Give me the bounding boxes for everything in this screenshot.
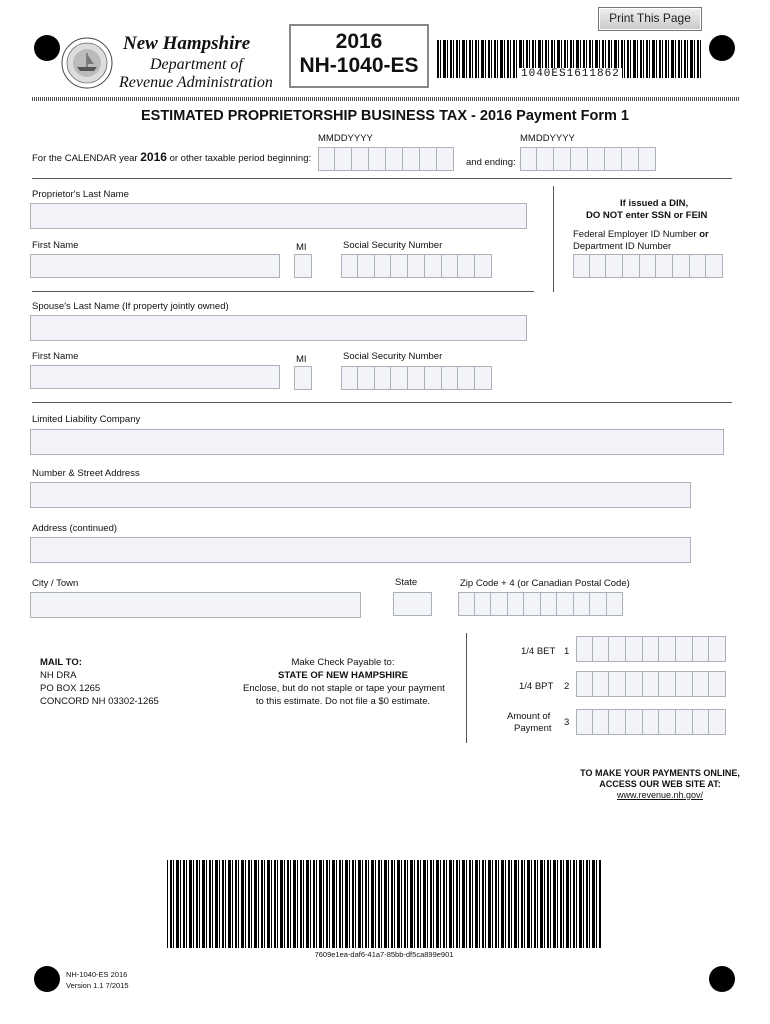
street-address-input[interactable] xyxy=(30,482,691,508)
fein-label-or: or xyxy=(699,229,709,240)
data-barcode xyxy=(167,860,601,948)
spouse-mi-label: MI xyxy=(296,354,307,365)
address-continued-input[interactable] xyxy=(30,537,691,563)
divider xyxy=(32,178,732,179)
period-label-year: 2016 xyxy=(140,150,167,164)
check-payable-line-4: to this estimate. Do not file a $0 estimate. xyxy=(255,696,431,707)
payment-1-number: 1 xyxy=(564,646,570,657)
begin-date-input[interactable] xyxy=(318,147,454,171)
payment-3-label-1: Amount of xyxy=(507,711,551,722)
zip-input[interactable] xyxy=(458,592,623,616)
state-seal-icon xyxy=(61,37,113,89)
street-address-label: Number & Street Address xyxy=(32,468,140,479)
footer-version-line: Version 1.1 7/2015 xyxy=(66,981,129,990)
check-payable-line-2: STATE OF NEW HAMPSHIRE xyxy=(277,670,408,681)
payment-amount-input[interactable] xyxy=(576,709,726,735)
proprietor-first-name-label: First Name xyxy=(32,240,79,251)
spouse-ssn-label: Social Security Number xyxy=(343,351,443,362)
state-name: New Hampshire xyxy=(123,33,251,54)
proprietor-ssn-label: Social Security Number xyxy=(343,240,443,251)
fein-label-2: Department ID Number xyxy=(573,241,672,252)
city-input[interactable] xyxy=(30,592,361,618)
period-label xyxy=(32,150,311,164)
fein-label-1 xyxy=(573,229,709,240)
spouse-first-name-label: First Name xyxy=(32,351,79,362)
proprietor-ssn-input[interactable] xyxy=(341,254,492,278)
begin-date-format: MMDDYYYY xyxy=(318,133,373,144)
spouse-last-name-label: Spouse's Last Name (If property jointly owned) xyxy=(32,301,229,312)
end-date-input[interactable] xyxy=(520,147,656,171)
mail-to-line-2: PO BOX 1265 xyxy=(40,683,101,694)
department-line-2: Revenue Administration xyxy=(119,74,273,91)
city-label: City / Town xyxy=(32,578,79,589)
payment-2-label: 1/4 BPT xyxy=(519,681,554,692)
proprietor-last-name-label: Proprietor's Last Name xyxy=(32,189,129,200)
divider xyxy=(32,291,534,292)
mail-to-heading: MAIL TO: xyxy=(40,657,82,668)
header-divider xyxy=(32,97,740,101)
voucher-divider xyxy=(466,633,467,743)
proprietor-last-name-input[interactable] xyxy=(30,203,527,229)
payment-2-number: 2 xyxy=(564,681,570,692)
period-label-post: or other taxable period beginning: xyxy=(169,153,312,164)
online-line-2: ACCESS OUR WEB SITE AT: xyxy=(599,779,721,789)
period-label-pre: For the CALENDAR year xyxy=(32,153,138,164)
divider xyxy=(32,402,732,403)
proprietor-mi-label: MI xyxy=(296,242,307,253)
registration-mark-bottom-left xyxy=(34,966,60,992)
state-label: State xyxy=(395,577,418,588)
din-divider xyxy=(553,186,554,292)
payment-3-number: 3 xyxy=(564,717,570,728)
check-payable-line-3: Enclose, but do not staple or tape your payment xyxy=(243,683,445,694)
proprietor-mi-input[interactable] xyxy=(294,254,312,278)
zip-label: Zip Code + 4 (or Canadian Postal Code) xyxy=(460,578,630,589)
ending-label: and ending: xyxy=(466,157,516,168)
form-id: NH-1040-ES xyxy=(299,54,419,77)
form-id-box xyxy=(289,24,429,88)
department-line-1: Department of xyxy=(150,56,243,73)
online-line-1: TO MAKE YOUR PAYMENTS ONLINE, xyxy=(580,768,740,778)
llc-label: Limited Liability Company xyxy=(32,414,141,425)
fein-label-text: Federal Employer ID Number xyxy=(573,229,697,240)
payment-1-bet-input[interactable] xyxy=(576,636,726,662)
end-date-format: MMDDYYYY xyxy=(520,133,575,144)
registration-mark-top-right xyxy=(709,35,735,61)
registration-mark-top-left xyxy=(34,35,60,61)
payment-2-bpt-input[interactable] xyxy=(576,671,726,697)
state-input[interactable] xyxy=(393,592,432,616)
online-url-link[interactable]: www.revenue.nh.gov/ xyxy=(616,790,704,800)
registration-mark-bottom-right xyxy=(709,966,735,992)
data-barcode-text: 7609e1ea-daf6-41a7-85bb-df5ca899e901 xyxy=(314,950,454,959)
llc-input[interactable] xyxy=(30,429,724,455)
spouse-mi-input[interactable] xyxy=(294,366,312,390)
address-continued-label: Address (continued) xyxy=(32,523,118,534)
payment-1-label: 1/4 BET xyxy=(521,646,556,657)
proprietor-first-name-input[interactable] xyxy=(30,254,280,278)
footer-form-line: NH-1040-ES 2016 xyxy=(66,970,128,979)
fein-input[interactable] xyxy=(573,254,723,278)
form-title: ESTIMATED PROPRIETORSHIP BUSINESS TAX - 2016 Payment Form 1 xyxy=(140,108,629,124)
spouse-ssn-input[interactable] xyxy=(341,366,492,390)
form-year: 2016 xyxy=(335,30,383,53)
spouse-last-name-input[interactable] xyxy=(30,315,527,341)
top-barcode-text: 1040ES1611862 xyxy=(521,68,620,80)
print-page-button[interactable]: Print This Page xyxy=(598,7,702,31)
din-notice-line-1: If issued a DIN, xyxy=(620,198,689,209)
spouse-first-name-input[interactable] xyxy=(30,365,280,389)
check-payable-line-1: Make Check Payable to: xyxy=(291,657,395,668)
mail-to-line-1: NH DRA xyxy=(40,670,77,681)
payment-3-label-2: Payment xyxy=(514,723,552,734)
din-notice-line-2: DO NOT enter SSN or FEIN xyxy=(586,210,708,221)
mail-to-line-3: CONCORD NH 03302-1265 xyxy=(40,696,159,707)
